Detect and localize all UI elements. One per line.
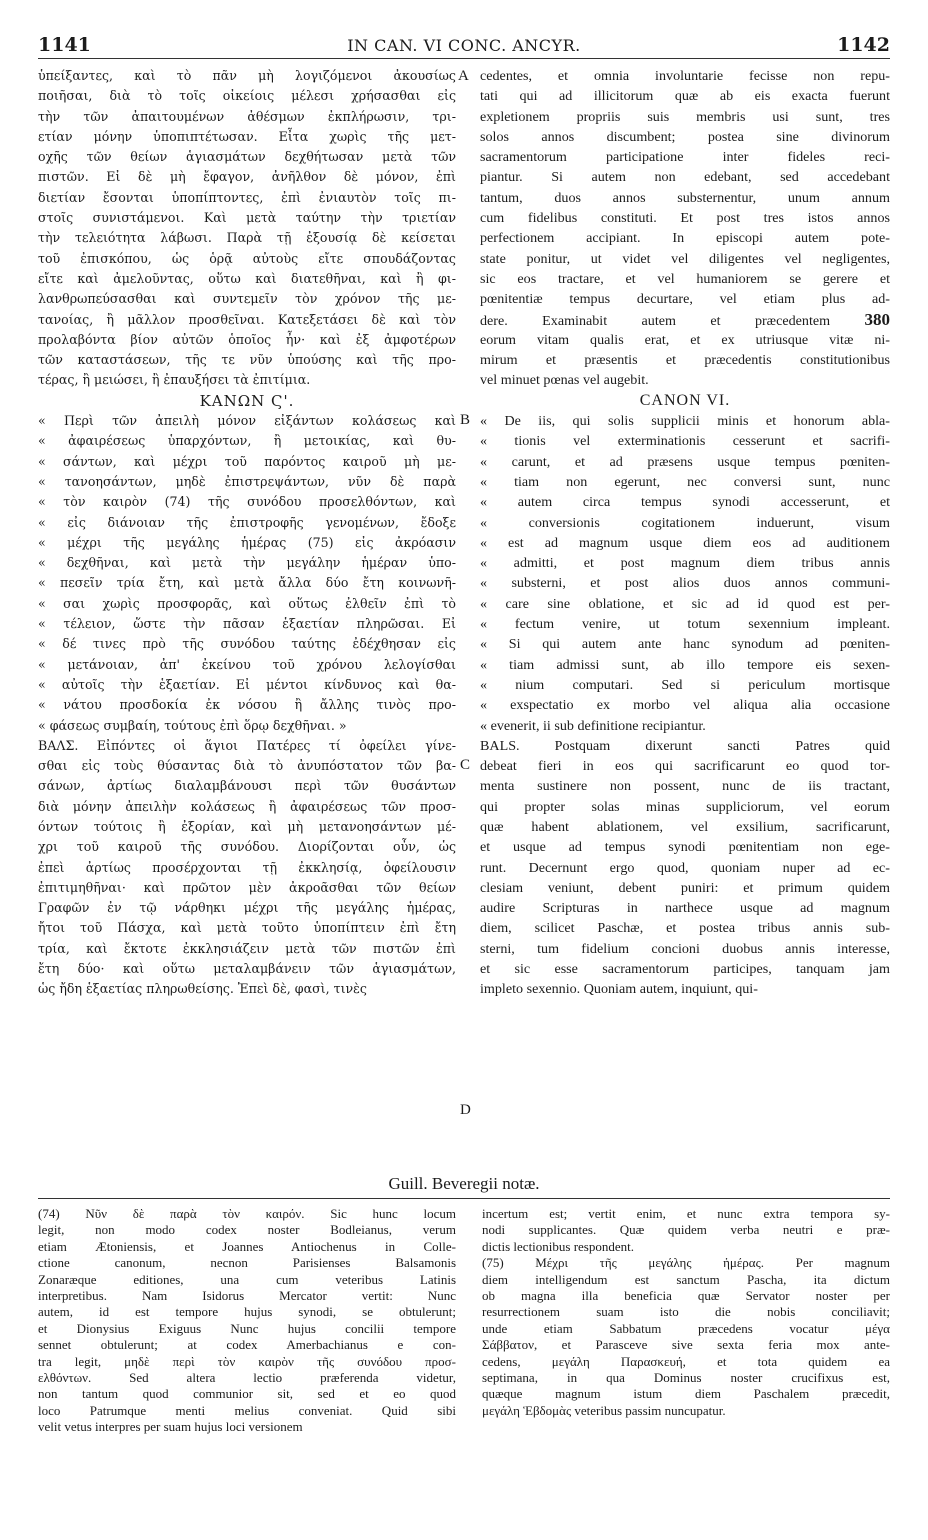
note-line: interpretibus. Nam Isidorus Mercator vertit: Nunc (38, 1287, 456, 1303)
notes-right-column (482, 1206, 890, 1419)
latin-canon-heading: CANON VI. (639, 391, 731, 409)
greek-text-line: τοῦ ἐπισκόπου, ὡς ὁρᾷ αὐτοὺς εἴτε σπουδάζοντας (38, 250, 456, 266)
right-page-number: 1142 (837, 34, 890, 56)
greek-canon-line: « τέλειον, ὥστε τὴν πᾶσαν ἑξαετίαν πληρῶσαι. Εἰ (38, 616, 456, 632)
latin-text-line: sacramentorum participatione inter fideles reci- (480, 149, 890, 166)
latin-canon-line: « evenerit, ii sub definitione recipiantur. (480, 717, 706, 734)
latin-intro-continued (480, 330, 890, 391)
greek-commentary-line: ἐπεὶ ἀρτίως προσέρχονται τῇ ἐκκλησίᾳ, ὀφείλουσιν (38, 859, 456, 875)
latin-text-line: piantur. Si autem non edebant, sed accedebant (480, 169, 890, 186)
latin-canon-line: « De iis, qui solis supplicii minis et honorum abla- (480, 413, 890, 430)
note-line: sennet obtulerunt; at codex Amerbachianus e con- (38, 1337, 456, 1353)
running-title: IN CAN. VI CONC. ANCYR. (347, 36, 581, 55)
latin-commentary-line: BALS. Postquam dixerunt sancti Patres quid (480, 737, 890, 754)
note-line: Σάββατον, et Parasceve sive sexta feria mox ante- (482, 1337, 890, 1353)
latin-text-line: tati qui ad illicitorum quæ ab eis exacta fuerunt (480, 88, 890, 105)
latin-text-line: eorum vitam qualis erat, et ex utriusque vitæ ni- (480, 331, 890, 348)
greek-canon-line: « δεχθῆναι, καὶ μετὰ τὴν μεγάλην ἡμέραν ὑπο- (38, 555, 456, 571)
greek-canon-text (38, 411, 456, 736)
greek-canon-line: « πεσεῖν τρία ἔτη, καὶ μετὰ ἄλλα δύο ἔτη κοινωνῆ- (38, 575, 456, 591)
latin-commentary-line: diem, scilicet Paschæ, et postea tribus annis sub- (480, 920, 890, 937)
greek-text-line: στοῖς συνιστάμενοι. Καὶ μετὰ ταύτην τὴν τριετίαν (38, 210, 456, 226)
note-line: (75) Μέχρι τῆς μεγάλης ἡμέρας. Per magnum (482, 1255, 890, 1271)
margin-letter-a: A (458, 68, 469, 84)
greek-text-line: οχῆς τῶν θείων ἁγιασμάτων δεχθήτωσαν μετὰ τῶν (38, 149, 456, 165)
latin-line-text: dere. Examinabit autem et præcedentem (480, 312, 831, 329)
latin-canon-text (480, 411, 890, 736)
note-line: legit, non modo codex noster Bodleianus, verum (38, 1222, 456, 1238)
latin-commentary-line: impleto sexennio. Quoniam autem, inquiunt, qui- (480, 981, 758, 998)
latin-commentary-line: sterni, tum fidelium concioni duobus annis interesse, (480, 940, 890, 957)
greek-commentary-line: τρία, καὶ ἔκτοτε ἐκκλησιάζειν μετὰ τῶν πιστῶν ἐπὶ (38, 940, 456, 956)
greek-text-line: εἴτε καὶ ἀμελοῦντας, οὕτω καὶ διατεθῆναι, καὶ ἢ φι- (38, 270, 456, 286)
greek-commentary-line: ΒΑΛΣ. Εἰπόντες οἱ ἅγιοι Πατέρες τί ὀφείλει γίνε- (38, 737, 456, 753)
latin-commentary-line: quæ habent ablationem, vel exsilium, sacrificarunt, (480, 818, 890, 835)
note-line: ob magna illa beneficia quæ Servator noster per (482, 1287, 890, 1303)
note-line: (74) Νῦν δὲ παρὰ τὸν καιρόν. Sic hunc locum (38, 1206, 456, 1221)
greek-text-line: τέρας, ἢ μειώσει, ἢ ἐπαυξήσει τὰ ἐπιτίμια. (38, 372, 311, 388)
note-line: resurrectionem suam isto die nobis conciliavit; (482, 1304, 890, 1320)
greek-commentary-line: ἤτοι τοῦ Πάσχα, καὶ μετὰ τοῦτο ὑποπίπτειν ἐπὶ ἔτη (38, 920, 456, 936)
latin-text-line: sic eos tractare, et vel humaniorem se gerere et (480, 270, 890, 287)
greek-text-line: πιστῶν. Εἰ δὲ μὴ ἔφαγον, ἀνῆλθον δὲ μόνον, ἐπὶ (38, 169, 456, 185)
latin-text-line: mirum et præsentis et præcedentis constitutionibus (480, 352, 890, 369)
greek-text-line: διετίαν ἔσονται ὑποπίπτοντες, ἐπὶ ἐνιαυτὸν τοῖς πι- (38, 189, 456, 205)
note-line: velit vetus interpres per suam hujus loci versionem (38, 1419, 303, 1435)
latin-text-line: solos annos discumbent; postea sine divinorum (480, 128, 890, 145)
page-header (38, 34, 890, 56)
greek-commentary-line: ὡς ἤδη ἑξαετίας πληρωθείσης. Ἐπεὶ δὲ, φασὶ, τινὲς (38, 981, 367, 997)
greek-commentary-line: σάνων, ἀρτίως διαλαμβάνουσι περὶ τῶν θυσάντων (38, 778, 456, 794)
greek-text-line: λανθρωπεύσασθαι καὶ συντεμεῖν τὸν χρόνον τῆς με- (38, 291, 456, 307)
notes-title: Guill. Beveregii notæ. (388, 1174, 540, 1193)
latin-canon-line: « tiam non egerunt, nec conversi sunt, nunc (480, 473, 890, 490)
latin-commentary-line: clesiam veniunt, debent puniri: et primum quidem (480, 879, 890, 896)
latin-text-line: state ponitur, ut videt vel diligentes vel negligentes, (480, 250, 890, 267)
greek-canon-heading: ΚΑΝΩΝ Ϛ'. (199, 391, 295, 410)
latin-canon-line: « admitti, et post magnum diem tribus annis (480, 555, 890, 572)
greek-text-line: τανοίας, ἢ μᾶλλον προσθεῖναι. Κατεξετάσει δὲ καὶ τὸν (38, 311, 456, 327)
latin-canon-line: « autem circa tempus synodi accesserunt, et (480, 494, 890, 511)
latin-canon-line: « care sine oblatione, et sic ad id quod est per- (480, 595, 890, 612)
note-line: Zonaræque editiones, una cum veteribus Latinis (38, 1271, 456, 1287)
latin-commentary-line: debeat fieri in eos qui sacrificarunt eo quod tor- (480, 758, 890, 775)
greek-intro (38, 66, 456, 391)
note-line: incertum est; vertit enim, et nunc extra tempora sy- (482, 1206, 890, 1221)
latin-canon-line: « carunt, et ad præsens usque tempus pœniten- (480, 453, 890, 470)
note-line: quæque magnum istum diem Paschalem præcedit, (482, 1386, 890, 1402)
page-marker-number: 380 (864, 309, 890, 329)
margin-letter-c: C (460, 757, 471, 773)
latin-text-line: vel minuet pœnas vel augebit. (480, 372, 649, 389)
latin-commentary-line: et sic esse sacramentorum participes, tanquam jam (480, 961, 890, 978)
note-line: dictis lectionibus respondent. (482, 1238, 635, 1254)
note-line: tra legit, μηδὲ περὶ τὸν καιρὸν τῆς συνόδου προσ- (38, 1353, 456, 1369)
left-page-number: 1141 (38, 34, 91, 56)
greek-canon-line: « αὐτοῖς τὴν ἑξαετίαν. Εἰ μέντοι κίνδυνος καὶ θα- (38, 676, 456, 692)
greek-canon-line: « μέχρι τῆς μεγάλης ἡμέρας (75) εἰς ἀκρόασιν (38, 534, 456, 550)
header-rule (38, 58, 890, 59)
latin-commentary-line: qui propter solas minas suppliciorum, vel eorum (480, 798, 890, 815)
greek-commentary-line: ἐπιτιμηθῆναι· καὶ πρῶτον μὲν ἀκροᾶσθαι τῶν θείων (38, 879, 456, 895)
latin-canon-line: « conversionis cogitationem induerunt, visum (480, 514, 890, 531)
latin-canon-line: « nium computari. Sed si periculum mortisque (480, 676, 890, 693)
latin-text-line: tantum, duos annos substernentur, unum annum (480, 189, 890, 206)
note-line: μεγάλη Ἑβδομὰς veteribus passim nuncupatur. (482, 1402, 726, 1418)
greek-canon-line: « νάτου προσδοκία ἐκ νόσου ἢ ἄλλης τινὸς προ- (38, 697, 456, 713)
note-line: septimana, in qua Dominus noster crucifixus est, (482, 1369, 890, 1385)
latin-canon-line: « exspectatio ex morbo vel aliqua alia occasione (480, 697, 890, 714)
latin-canon-line: « est ad magnum usque diem eos ad auditionem (480, 534, 890, 551)
greek-balsamon-commentary (38, 736, 456, 1000)
margin-letter-b: B (460, 412, 471, 428)
greek-commentary-line: Γραφῶν ἐν τῷ νάρθηκι μέχρι τῆς μεγάλης ἡμέρας, (38, 900, 456, 916)
greek-commentary-line: ἔτη δύο· καὶ οὕτω μεταλαμβάνειν τῶν ἁγιασμάτων, (38, 961, 456, 977)
latin-canon-line: « fectum venire, ut totum sexennium impleant. (480, 616, 890, 633)
greek-commentary-line: σθαι εἰς τοὺς θύσαντας διὰ τὸ ἀνυπόστατον τῶν βα- (38, 758, 456, 774)
latin-balsamon-commentary (480, 736, 890, 1000)
greek-commentary-line: χρι τοῦ καιροῦ τῆς συνόδου. Διορίζονται οὖν, ὡς (38, 839, 456, 855)
greek-text-line: τὴν τελειότητα λάβωσι. Παρὰ τῇ ἐξουσίᾳ δὲ κείσεται (38, 230, 456, 246)
note-line: ctione canonum, necnon Parisienses Balsamonis (38, 1255, 456, 1271)
greek-canon-line: « ἀφαιρέσεως ὑπαρχόντων, ἢ μετοικίας, καὶ θυ- (38, 433, 456, 449)
note-line: nodi supplicantes. Quæ quidem verba neutri e præ- (482, 1222, 890, 1238)
greek-canon-line: « μετάνοιαν, ἀπ' ἐκείνου τοῦ χρόνου λελογίσθαι (38, 656, 456, 672)
greek-commentary-line: όντων τούτοις ἢ ἐξορίαν, καὶ μὴ μετανοησάντων μέ- (38, 818, 456, 834)
greek-text-line: τῶν καταστάσεων, τῆς τε νῦν ὑπούσης καὶ τῆς προ- (38, 352, 456, 368)
greek-canon-line: « δέ τινες πρὸ τῆς συνόδου ταύτης ἐδέχθησαν εἰς (38, 636, 456, 652)
note-line: loco Patrumque menti melius conveniat. Quid sibi (38, 1402, 456, 1418)
note-line: etiam Ætoniensis, et Joannes Antiochenus in Colle- (38, 1238, 456, 1254)
latin-canon-line: « tiam admissi sunt, ab illo tempore eis sexen- (480, 656, 890, 673)
latin-canon-line: « Si qui autem ante hanc synodum ad pœniten- (480, 636, 890, 653)
greek-commentary-line: διὰ μόνην ἀπειλὴν κολάσεως ἢ ἀφαιρέσεως τῶν προσ- (38, 798, 456, 814)
greek-text-line: ποιῆσαι, διὰ τὸ τοῖς οἰκείοις μέλεσι χρήσασθαι εἰς (38, 88, 456, 104)
latin-commentary-line: runt. Decernunt ergo quod, quoniam nuper ad ec- (480, 859, 890, 876)
greek-canon-line: « φάσεως συμβαίη, τούτους ἐπὶ ὅρῳ δεχθῆναι. » (38, 717, 347, 733)
greek-column (38, 66, 456, 1000)
greek-text-line: ετίαν μόνην ὑποπιπτέτωσαν. Εἶτα χωρὶς τῆς μετ- (38, 128, 456, 144)
greek-canon-line: « τὸν καιρὸν (74) τῆς συνόδου προσελθόντων, καὶ (38, 494, 456, 510)
latin-text-line: perfectionem accipiant. In episcopi autem pote- (480, 230, 890, 247)
latin-commentary-line: menta sustinere non possent, nunc de iis tractant, (480, 778, 890, 795)
note-line: et Dionysius Exiguus Nunc hujus concilii tempore (38, 1320, 456, 1336)
latin-text-line: expletionem propriis suis membris usi sunt, tres (480, 108, 890, 125)
latin-text-line: pœnitentiæ tempus decurtare, vel etiam plus ad- (480, 291, 890, 308)
latin-canon-line: « tionis vel exterminationis cesserunt et sacrifi- (480, 433, 890, 450)
note-line: diem intelligendum est sanctum Pascha, ita dictum (482, 1271, 890, 1287)
latin-line-with-page-marker (480, 310, 890, 330)
latin-commentary-line: audire Scripturas in narthece usque ad magnum (480, 900, 890, 917)
greek-canon-line: « σαι χωρὶς προσφορᾶς, καὶ οὕτως ἐλθεῖν ἐπὶ τὸ (38, 595, 456, 611)
margin-letter-d: D (460, 1102, 471, 1118)
notes-left-column (38, 1206, 456, 1435)
latin-column (480, 66, 890, 1000)
note-line: ελθόντων. Sed altera lectio præferenda videtur, (38, 1369, 456, 1385)
greek-canon-line: « εἰς διάνοιαν τῆς ἐπιστροφῆς γενομένων, ἔδοξε (38, 514, 456, 530)
note-line: non tantum quod communior sit, sed et eo quod (38, 1386, 456, 1402)
notes-rule (38, 1198, 890, 1199)
note-line: cedens, μεγάλη Παρασκευή, et tota quidem ea (482, 1353, 890, 1369)
greek-canon-line: « σάντων, καὶ μέχρι τοῦ παρόντος καιροῦ μὴ με- (38, 453, 456, 469)
latin-canon-line: « substerni, et post alios duos annos communi- (480, 575, 890, 592)
greek-text-line: ὑπείξαντες, καὶ τὸ πᾶν μὴ λογιζόμενοι ἀκουσίως (38, 68, 456, 83)
greek-canon-line: « τανοησάντων, μηδὲ ἐπιστρεψάντων, νῦν δὲ παρὰ (38, 473, 456, 489)
latin-text-line: cedentes, et omnia involuntarie fecisse non repu- (480, 68, 890, 84)
greek-text-line: προλαβόντα βίον αὐτῶν ὁποῖος ἦν· καὶ ἐξ ἀμφοτέρων (38, 331, 456, 347)
latin-commentary-line: et usque ad tempus synodi pœnitentiam non ege- (480, 839, 890, 856)
note-line: autem, id est tempore hujus synodi, se obtulerunt; (38, 1304, 456, 1320)
greek-text-line: τὴν τῶν ἀπαιτουμένων ἀθέσμων ἐκπλήρωσιν, τρι- (38, 108, 456, 124)
latin-text-line: cum fidelibus constituti. Et post tres istos annos (480, 210, 890, 227)
note-line: unde etiam Sabbatum præcedens vocatur μέγα (482, 1320, 890, 1336)
greek-canon-line: « Περὶ τῶν ἀπειλὴ μόνον εἰξάντων κολάσεως καὶ (38, 413, 456, 429)
latin-intro (480, 66, 890, 310)
